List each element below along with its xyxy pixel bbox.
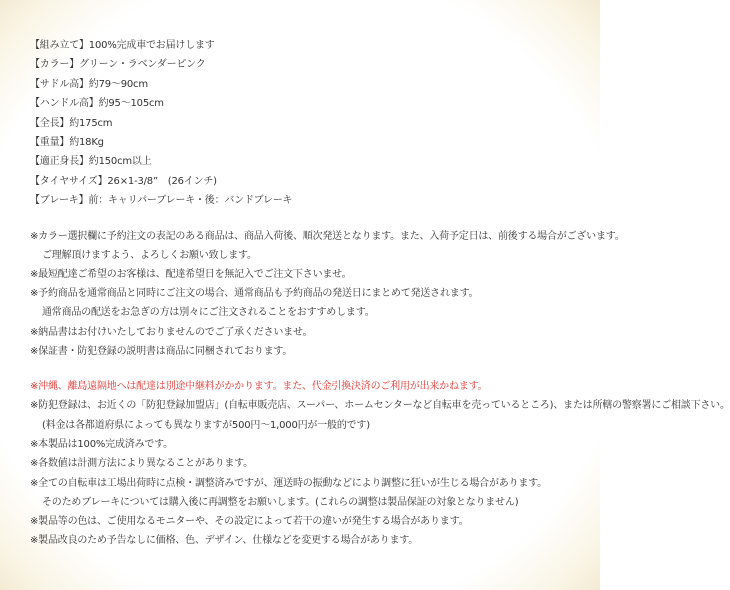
note-delivery: ※最短配達ご希望のお客様は、配達希望日を無記入でご注文下さいませ。: [30, 269, 352, 281]
spec-weight: 【重量】約18Kg: [30, 137, 104, 149]
product-notes: [30, 377, 730, 551]
note-preorder: ※カラー選択欄に予約注文の表記のある商品は、商品入荷後、順次発送となります。また、入荷予定日は、前後する場合がございます。: [30, 230, 625, 242]
spec-color: 【カラー】グリーン・ラベンダーピンク: [30, 59, 206, 71]
note-invoice: ※納品書はお付けいたしておりませんのでご了承くださいませ。: [30, 326, 313, 338]
spec-brake: 【ブレーキ】前：キャリパーブレーキ・後：バンドブレーキ: [30, 195, 293, 207]
note-spec-change: ※製品改良のため予告なしに価格、色、デザイン、仕様などを変更する場合があります。: [30, 535, 419, 547]
product-description: [30, 36, 730, 551]
spec-list: [30, 36, 590, 211]
note-registration-fee: (料金は各都道府県によっても異なりますが500円～1,000円が一般的です): [42, 419, 370, 431]
spec-handle-height: 【ハンドル高】約95～105cm: [30, 98, 164, 110]
spec-saddle-height: 【サドル高】約79～90cm: [30, 78, 148, 90]
note-theft-registration: ※防犯登録は、お近くの「防犯登録加盟店」(自転車販売店、スーパー、ホームセンターなど自転車を売っているところ)、または所轄の警察署にご相談下さい。: [30, 400, 730, 412]
note-monitor-color: ※製品等の色は、ご使用なるモニターや、その設定によって若干の違いが発生する場合があります。: [30, 516, 469, 528]
note-combined-order: ※予約商品を通常商品と同時にご注文の場合、通常商品も予約商品の発送日にまとめて発送されます。: [30, 288, 479, 300]
note-measurements: ※各数値は計測方法により異なることがあります。: [30, 458, 253, 470]
note-fully-assembled: ※本製品は100%完成済みです。: [30, 438, 173, 450]
note-brake-adjustment: そのためブレーキについては購入後に再調整をお願いします。(これらの調整は製品保証の対象となりません): [42, 496, 519, 508]
spec-length: 【全長】約175cm: [30, 117, 113, 129]
note-preorder-cont: ご理解頂けますよう、よろしくお願い致します。: [42, 249, 257, 261]
note-combined-order-cont: 通常商品の配送をお急ぎの方は別々にご注文されることをおすすめします。: [42, 307, 375, 319]
note-factory-inspection: ※全ての自転車は工場出荷時に点検・調整済みですが、運送時の振動などにより調整に狂いが生じる場合があります。: [30, 477, 547, 489]
spec-rider-height: 【適正身長】約150cm以上: [30, 156, 152, 168]
order-notes: [30, 227, 625, 361]
spec-assembly: 【組み立て】100%完成車でお届けします: [30, 40, 215, 51]
note-remote-shipping-warning: ※沖縄、離島遠隔地へは配達は別途中継料がかかります。また、代金引換決済のご利用が出来かねます。: [30, 381, 488, 393]
spec-tire-size: 【タイヤサイズ】26×1-3/8” (26インチ): [30, 175, 217, 187]
note-warranty: ※保証書・防犯登録の説明書は商品に同梱されております。: [30, 345, 293, 357]
